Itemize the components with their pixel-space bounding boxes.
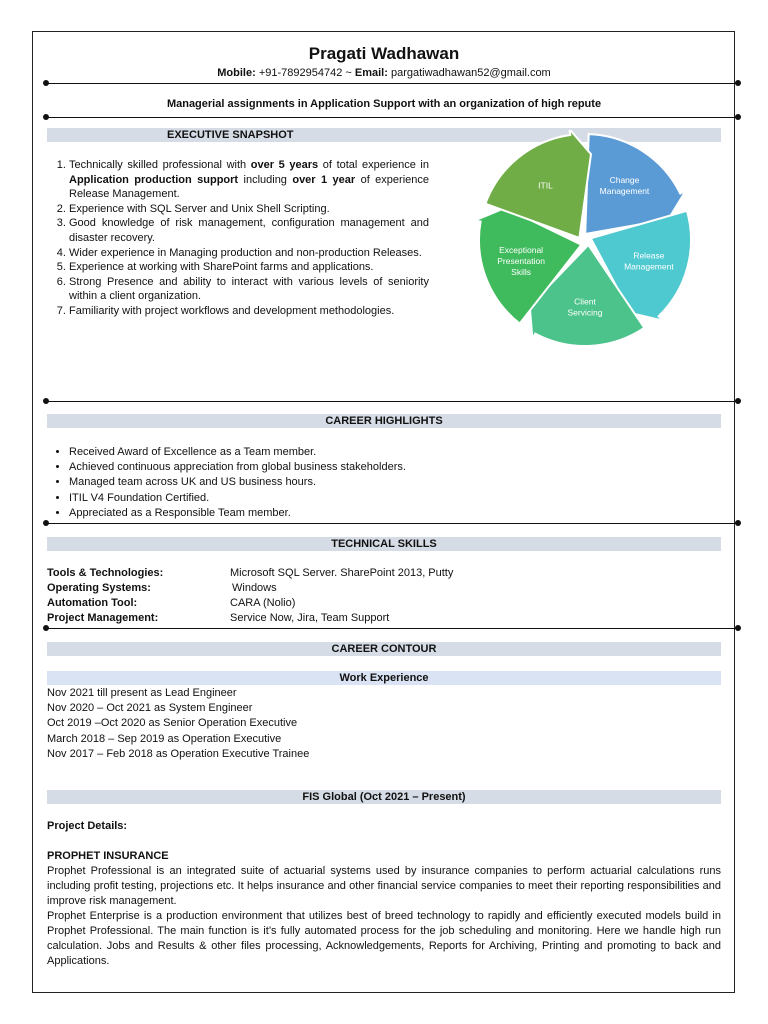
work-experience-heading: Work Experience <box>47 671 721 685</box>
cycle-segment-label: Release Management <box>624 250 674 272</box>
contact-separator: ~ <box>345 67 352 79</box>
snapshot-item: 4. Wider experience in Managing production and non-production Releases. <box>69 246 429 261</box>
work-entry: March 2018 – Sep 2019 as Operation Executive <box>47 732 282 745</box>
highlights-list <box>47 445 489 521</box>
section-rule <box>46 401 738 402</box>
mobile-number: +91-7892954742 <box>258 67 343 79</box>
section-executive-snapshot: EXECUTIVE SNAPSHOT <box>47 128 721 142</box>
work-entry: Nov 2020 – Oct 2021 as System Engineer <box>47 702 253 715</box>
work-entry: Nov 2017 – Feb 2018 as Operation Executive Trainee <box>47 747 310 760</box>
cycle-segment-label: Change Management <box>599 175 650 197</box>
header-rule-bottom <box>46 117 738 118</box>
work-entry: Nov 2021 till present as Lead Engineer <box>47 687 237 699</box>
skill-row: Automation Tool: CARA (Nolio) <box>47 597 296 609</box>
section-career-highlights: CAREER HIGHLIGHTS <box>47 414 721 428</box>
project-paragraph: Prophet Enterprise is a production environment that utilizes best of breed technology to rapidly and efficiently executed models build in Prophet Professional. The main function is it’s fully automated process for the job scheduling and monitoring. Here we handle high run calculation. Jobs and Results & other files processing, Acknowledgements, Reports for Archiving, Printing and promoting to back and Applications. <box>47 910 721 967</box>
email-label: Email: <box>354 67 388 79</box>
snapshot-item: 1. Technically skilled professional with over 5 years of total experience in Application production support including over 1 year of experience Release Management. <box>69 158 429 202</box>
highlight-item: • Managed team across UK and US business hours. <box>69 475 489 490</box>
cycle-segment-label: Client Servicing <box>567 296 603 318</box>
snapshot-item: 6. Strong Presence and ability to interact with various levels of seniority within a client organization. <box>69 275 429 304</box>
header-rule-top <box>46 83 738 84</box>
skills-table <box>47 566 547 626</box>
section-rule <box>46 523 738 524</box>
cycle-segment-label: Exceptional Presentation Skills <box>497 244 545 277</box>
section-technical-skills: TECHNICAL SKILLS <box>47 537 721 551</box>
project-name: PROPHET INSURANCE <box>47 850 169 862</box>
project-details-label: Project Details: <box>47 820 128 832</box>
skill-row: Operating Systems: Windows <box>47 582 277 594</box>
mobile-label: Mobile: <box>217 67 256 79</box>
highlight-item: • Appreciated as a Responsible Team member. <box>69 506 489 521</box>
snapshot-list <box>47 158 429 319</box>
snapshot-item: 7. Familiarity with project workflows and development methodologies. <box>69 304 429 319</box>
employer-heading: FIS Global (Oct 2021 – Present) <box>47 790 721 804</box>
highlight-item: • ITIL V4 Foundation Certified. <box>69 491 489 506</box>
skill-row: Tools & Technologies: Microsoft SQL Server. SharePoint 2013, Putty <box>47 567 454 579</box>
competency-cycle-diagram <box>460 130 710 360</box>
contact-line <box>0 67 768 79</box>
work-entry: Oct 2019 –Oct 2020 as Senior Operation Executive <box>47 717 298 730</box>
highlight-item: • Achieved continuous appreciation from global business stakeholders. <box>69 460 489 475</box>
skill-row: Project Management: Service Now, Jira, Team Support <box>47 612 390 624</box>
snapshot-item: 5. Experience at working with SharePoint farms and applications. <box>69 260 429 275</box>
snapshot-item: 3. Good knowledge of risk management, configuration management and disaster recovery. <box>69 216 429 245</box>
project-paragraph: Prophet Professional is an integrated suite of actuarial systems used by insurance companies to perform actuarial calculations runs including profit testing, projections etc. It helps insurance and other financial service companies to meet their reporting responsibilities and improve risk management. <box>47 865 721 907</box>
section-career-contour: CAREER CONTOUR <box>47 642 721 656</box>
work-history <box>47 686 309 762</box>
highlight-item: • Received Award of Excellence as a Team member. <box>69 445 489 460</box>
snapshot-item: 2. Experience with SQL Server and Unix Shell Scripting. <box>69 202 429 217</box>
section-rule <box>46 628 738 629</box>
candidate-name: Pragati Wadhawan <box>308 44 460 63</box>
cycle-segment-label: ITIL <box>538 180 553 191</box>
tagline: Managerial assignments in Application Support with an organization of high repute <box>166 98 602 110</box>
email-address: pargatiwadhawan52@gmail.com <box>390 67 551 79</box>
